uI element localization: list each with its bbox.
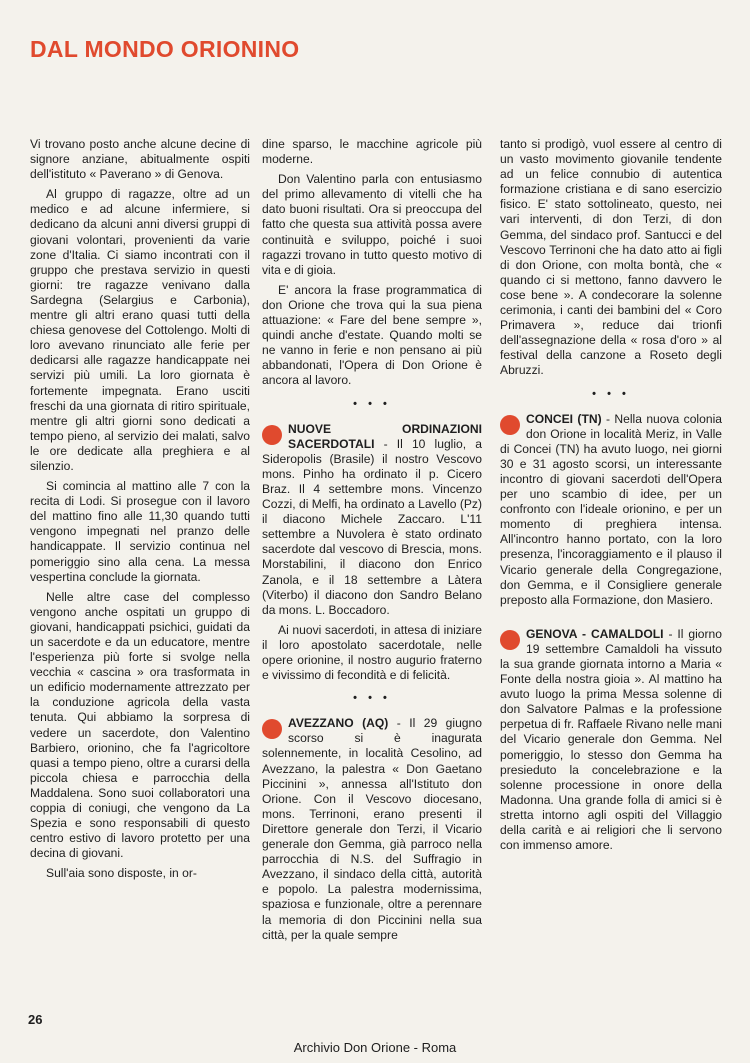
paragraph: Don Valentino parla con entusiasmo del primo allevamento di vitelli che ha dato buoni risultati. Ora si preoccupa del fatto che questa sua attività possa avere continuità e sviluppo, poiché i suoi ragazzi trovano in tutto questo motivo di vita e di gioia. [262,172,482,277]
paragraph: Al gruppo di ragazze, oltre ad un medico e ad alcune infermiere, si dedicano da alcuni anni diversi gruppi di giovani volontari, provenienti da varie zone d'Italia. Ci siamo incontrati con il gruppo che prestava servizio in questi giorni: tre ragazze venivano dalla Sardegna (Selargius e Carbonia), mentre gli altri erano quasi tutti della chiesa genovese del Cottolengo. Molti di loro avevano rinunciato alle ferie per dedicarsi alle ragazze handicappate nei servizi più umili. La loro giornata è fortemente impegnata. Erano usciti freschi da una giornata di ritiro spirituale, mentre gli altri giorni sono dedicati a tempo pieno, al servizio dei malati, salvo le ore dedicate alla preghiera e al silenzio. [30,187,250,473]
archive-footer: Archivio Don Orione - Roma [293,1040,457,1055]
bullet-dot-icon [262,719,282,739]
paragraph: Si comincia al mattino alle 7 con la recita di Lodi. Si prosegue con il lavoro del mattino fino alle 11,30 quando tutti vengono impegnati nel pranzo delle handicappate. Il servizio continua nel pomeriggio sino alla cena. La messa vespertina conclude la giornata. [30,479,250,584]
news-text: - Il 29 giugno scorso si è inagurata solennemente, in località Cesolino, ad Avezzano, la palestra « Don Gaetano Piccinini », annessa all'Istituto don Orione. Con il Vescovo diocesano, mons. Terrinoni, erano presenti il Direttore generale don Terzi, il Vicario generale don Gemma, già parroco nella parrocchia di N.S. del Suffragio in Avezzano, il sindaco della città, autorità e popolo. La palestra modernissima, spaziosa e funzionale, oltre a perennare la memoria di don Piccinini nella sua città, per la quale sempre [262,716,482,942]
news-heading: AVEZZANO (AQ) [288,716,389,731]
news-item-genova [500,627,722,853]
bullet-dot-icon [500,630,520,650]
separator: • • • [353,397,391,410]
paragraph: E' ancora la frase programmatica di don Orione che trova qui la sua piena attuazione: « Fare del bene sempre », quindi anche d'estate. Quando molti se ne vanno in ferie e non pensano ai più abbandonati, l'Opera di Don Orione è ancora al lavoro. [262,282,482,388]
paragraph: Vi trovano posto anche alcune decine di signore anziane, abitualmente ospiti dell'istituto « Paverano » di Genova. [30,137,250,182]
bullet-dot-icon [262,425,282,445]
separator: • • • [353,692,391,705]
section-title: DAL MONDO ORIONINO [30,36,300,62]
column-3 [500,137,722,858]
paragraph: Sull'aia sono disposte, in or- [46,866,197,881]
news-text: - Il giorno 19 settembre Camaldoli ha vissuto la sua grande giornata intorno a Maria « Fonte della nostra gioia ». Al mattino ha avuto luogo la prima Messa solenne di don Salvatore Palmas e la professione perpetua di fr. Raffaele Rivano nelle mani del Vicario generale don Gemma. Nel pomeriggio, lo stesso don Gemma ha presieduto la concelebrazione e la solenne processione in onore della Madonna. Una grande folla di amici si è stretta intorno agli ospiti del Villaggio della carità e ai religiori che li servono con immenso amore. [500,626,722,853]
paragraph: dine sparso, le macchine agricole più moderne. [262,137,482,167]
news-item-avezzano [262,716,482,942]
bullet-dot-icon [500,415,520,435]
news-heading: CONCEI (TN) [526,411,602,426]
page-number: 26 [28,1012,43,1027]
news-item-concei [500,412,722,608]
paragraph: Nelle altre case del complesso vengono anche ospitati un gruppo di giovani, handicappati psichici, guidati da un sacerdote e da un educatore, mentre l'esperienza più forte si svolge nella vecchia « cascina » ora trasformata in un edificio modernamente attrezzato per la conduzione agricola della vasta tenuta. Qui abbiamo la sorpresa di vedere un sacerdote, don Valentino Barbiero, orionino, che fa l'agricoltore quasi a tempo pieno, oltre a curarsi della piccola chiesa e parrocchia della Maddalena. Sono suoi collaboratori una coppia di coniugi, che vengono da La Spezia e sono responsabili di questo centro estivo di lavoro protetto per una decina di giovani. [30,589,250,861]
paragraph: Ai nuovi sacerdoti, in attesa di iniziare il loro apostolato sacerdotale, nelle opere orionine, il nostro augurio fraterno e vivissimo di fecondità e di felicità. [262,622,482,683]
paragraph: tanto si prodigò, vuol essere al centro di un vasto movimento giovanile tendente ad un felice connubio di autentica formazione cristiana e di sano esercizio fisico. E' stato sottolineato, questo, nei vari interventi, di don Terzi, di don Gemma, del sindaco prof. Santucci e del Vescovo Terrinoni che ha dato atto ai figli di don Orione, con molta bontà, che « quando ci si mettono, fanno davvero le cose bene ». A condecorare la solenne cerimonia, i canti dei bambini del « Coro Primavera », reduce dai trionfi dell'assegnazione della « rosa d'oro » al festival della canzone a Roseto degli Abruzzi. [500,137,722,378]
news-heading: NUOVE ORDINAZIONI SACERDOTALI [288,421,482,451]
news-text: - Il 10 luglio, a Sideropolis (Brasile) il nostro Vescovo mons. Pinho ha ordinato il p. Cicero Braz. Il 4 settembre mons. Vincenzo Cozzi, di Melfi, ha ordinato a Lavello (Pz) il diacono Michele Zaccaro. L'11 settembre a Nuvolera è stato ordinato sacerdote dal vescovo di Brescia, mons. Morstabilini, il diacono don Enrico Zanola, e il 18 settembre a Làtera (Viterbo) il diacono don Sandro Belano da mons. L. Boccadoro. [262,436,482,617]
news-item-ordinazioni [262,422,482,618]
column-1 [30,137,250,887]
news-heading: GENOVA - CAMALDOLI [526,626,664,641]
separator: • • • [592,387,630,400]
column-2 [262,137,482,948]
news-text: - Nella nuova colonia don Orione in località Meriz, in Valle di Concei (TN) ha avuto luogo, nei giorni 30 e 31 agosto scorsi, un interessante incontro di giovani sacerdoti dell'Opera per uno scambio di idee, per un confronto con l'ideale orionino, e per un momento di preghiera intensa. All'incontro hanno portato, con la loro presenza, l'incoraggiamento e il plauso il Vicario generale della Congregazione, don Gemma, e il Consigliere generale preposto alla Formazione, don Masiero. [500,411,722,607]
